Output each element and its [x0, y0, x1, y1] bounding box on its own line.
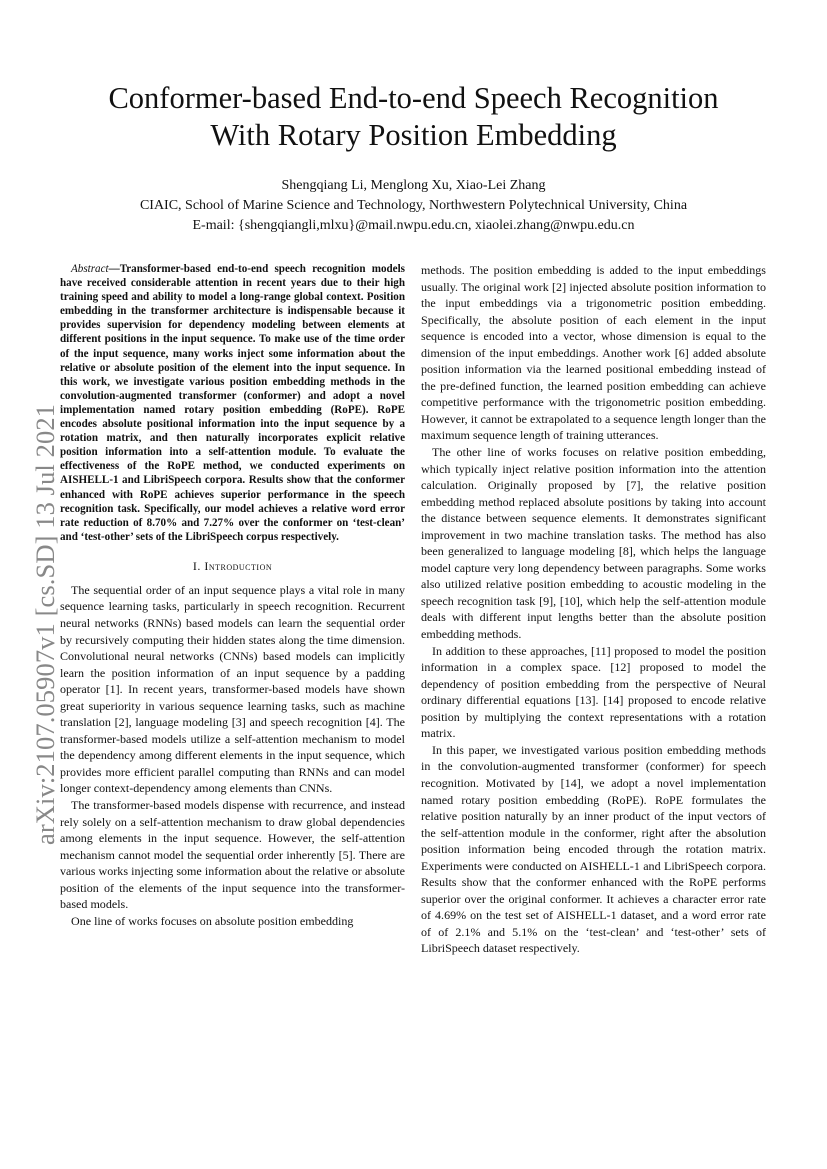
right-column: [421, 262, 766, 957]
section-heading-introduction: I. Introduction: [192, 558, 273, 573]
abstract-label: Abstract: [71, 263, 109, 275]
author-block: [60, 176, 767, 236]
author-names: Shengqiang Li, Menglong Xu, Xiao-Lei Zhang: [281, 178, 546, 193]
intro-paragraph: In addition to these approaches, [11] proposed to model the position information in a complex space. [12] proposed to model the dependency of position embedding from the perspective of Neural ordinary differential equations [13]. [14] proposed to encode relative position by multiplying the context representations with a rotation matrix.: [421, 643, 766, 741]
intro-paragraph: In this paper, we investigated various position embedding methods in the convolution-augmented transformer (conformer) for speech recognition. Motivated by [14], we adopt a novel implementation named rotary position embedding (RoPE). RoPE formulates the relative position naturally by an inner product of the input vectors of the self-attention module in the conformer, right after the absolution position information being encoded through the rotation matrix. Experiments were conducted on AISHELL-1 and LibriSpeech corpora. Results show that the conformer enhanced with the RoPE performs superior over the original conformer. It achieves a character error rate of 4.69% on the test set of AISHELL-1 dataset, and a word error rate of of 2.1% and 5.1% on the ‘test-clean’ and ‘test-other’ sets of LibriSpeech dataset respectively.: [421, 742, 766, 956]
abstract: [60, 262, 405, 544]
title-line-1: Conformer-based End-to-end Speech Recognition: [108, 81, 719, 115]
intro-paragraph: methods. The position embedding is added to the input embeddings usually. The original work [2] injected absolute position information to the input embeddings via a trigonometric position embedding. Specifically, the absolute position of each element in the input sequence is encoded into a vector, whose dimension is equal to the dimension of the input embeddings. Another work [6] added absolute position information via the learned positional embedding instead of the pre-defined function, the learned position embedding can achieve competitive performance with the trigonometric position embedding. However, it cannot be extrapolated to a sequence length longer than the maximum sequence length of training utterances.: [421, 263, 766, 443]
email: E-mail: {shengqiangli,mlxu}@mail.nwpu.edu.cn, xiaolei.zhang@nwpu.edu.cn: [192, 218, 635, 233]
intro-paragraph: The sequential order of an input sequence plays a vital role in many sequence learning tasks, particularly in speech recognition. Recurrent neural networks (RNNs) based models can learn the sequential order by recursively computing their hidden states along the time dimension. Convolutional neural networks (CNNs) based models can implicitly learn the position information of an input sequence by a padding operator [1]. In recent years, transformer-based models have shown great superiority in various sequence learning tasks, such as machine translation [2], language modeling [3] and speech recognition [4]. The transformer-based models utilize a self-attention mechanism to model the dependency among different elements in the input sequence, which provides more efficient parallel computing than RNNs and can model longer context-dependency among elements than CNNs.: [60, 582, 405, 796]
abstract-text: —Transformer-based end-to-end speech recognition models have received considerable attention in recent years due to their high training speed and ability to model a long-range global context. Position embedding in the transformer architecture is indispensable because it provides supervision for dependency modeling between elements at different positions in the input sequence. To make use of the time order of the input sequence, many works inject some information about the relative or absolute position of the element into the input sequence. In this work, we investigate various position embedding methods in the convolution-augmented transformer (conformer) and adopt a novel implementation named rotary position embedding (RoPE). RoPE encodes absolute positional information into the input sequence by a rotation matrix, and then naturally incorporates explicit relative position information into a self-attention module. To evaluate the effectiveness of the RoPE method, we conducted experiments on AISHELL-1 and LibriSpeech corpora. Results show that the conformer enhanced with RoPE achieves superior performance in the speech recognition task. Specifically, our model achieves a relative word error rate reduction of 8.70% and 7.27% over the conformer on ‘test-clean’ and ‘test-other’ sets of the LibriSpeech corpus respectively.: [60, 263, 405, 543]
intro-paragraph: The other line of works focuses on relative position embedding, which typically inject relative position information into the attention calculation. Originally proposed by [7], the relative position embedding method replaced absolute positions by taking into account the distance between sequence elements. It demonstrates significant improvement in two machine translation tasks. The method has also been generalized to language modeling [8], which helps the language model capture very long dependency between paragraphs. Some works also utilized relative position embedding to acoustic modeling in the speech recognition task [9], [10], which help the self-attention module deals with different input lengths better than the absolute position embedding methods.: [421, 445, 766, 642]
arxiv-identifier: arXiv:2107.05907v1 [cs.SD] 13 Jul 2021: [30, 403, 60, 845]
paper-title: [60, 80, 767, 154]
left-column: [60, 262, 405, 929]
intro-paragraph: One line of works focuses on absolute position embedding: [71, 913, 354, 928]
title-line-2: With Rotary Position Embedding: [210, 118, 617, 152]
affiliation: CIAIC, School of Marine Science and Technology, Northwestern Polytechnical University, China: [139, 198, 688, 213]
intro-paragraph: The transformer-based models dispense with recurrence, and instead rely solely on a self-attention mechanism to draw global dependencies among elements in the input sequence. However, the self-attention mechanism cannot model the sequential order inherently [5]. There are various works injecting some information about the relative or absolute position of the elements of the input sequence into the transformer-based models.: [60, 797, 405, 912]
